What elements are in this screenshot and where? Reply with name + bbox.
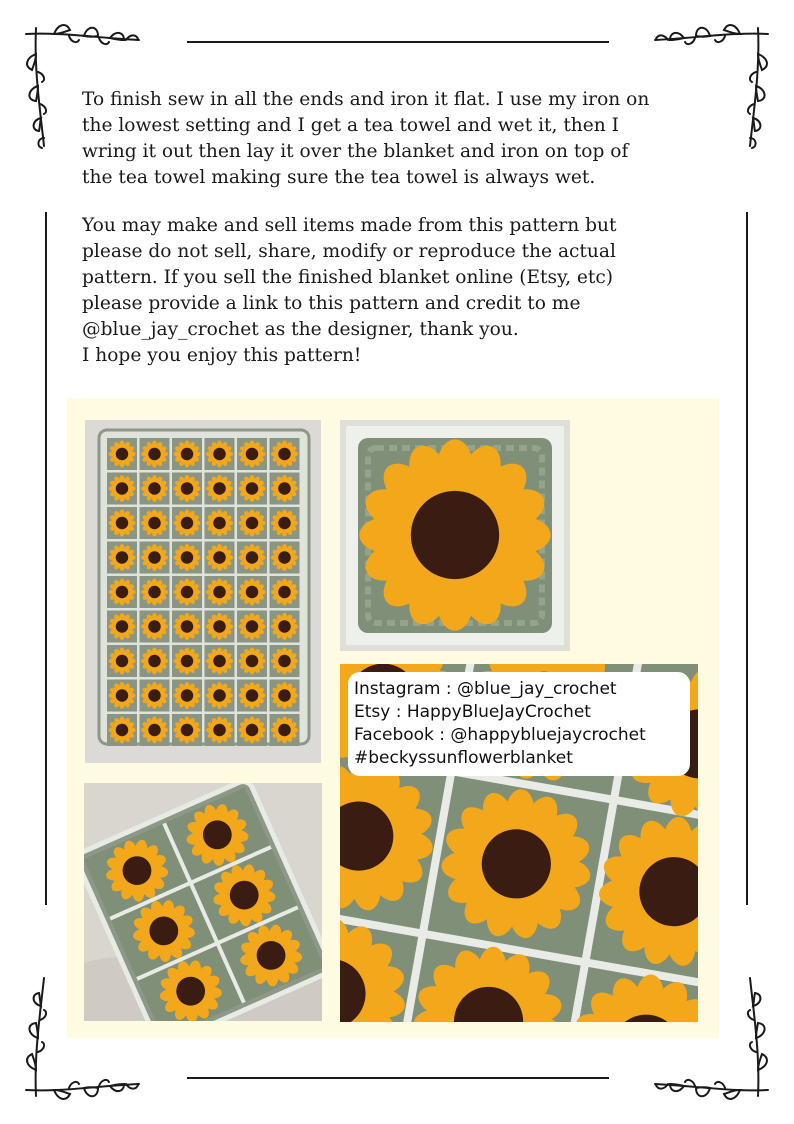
facebook-handle[interactable]: Facebook : @happybluejaycrochet — [354, 725, 646, 745]
hashtag: #beckyssunflowerblanket — [354, 748, 573, 768]
photo-folded-blanket — [84, 783, 322, 1021]
photo-single-square — [340, 420, 570, 651]
instagram-handle[interactable]: Instagram : @blue_jay_crochet — [354, 679, 617, 699]
sunflower-motif — [359, 439, 550, 630]
photo-full-blanket — [85, 420, 321, 763]
etsy-shop[interactable]: Etsy : HappyBlueJayCrochet — [354, 702, 591, 722]
left-border-line — [45, 212, 47, 905]
bottom-divider — [187, 1077, 609, 1079]
top-divider — [187, 41, 609, 43]
right-border-line — [746, 212, 748, 905]
finishing-instructions: To finish sew in all the ends and iron it flat. I use my iron on the lowest setting and I get a tea towel and wet it, then I wring it out then lay it over the blanket and iron on top of the tea towel making sure the tea towel is always wet. — [82, 89, 650, 188]
social-links-box — [348, 672, 690, 776]
usage-terms: You may make and sell items made from this pattern but please do not sell, share, modify or reproduce the actual pattern. If you sell the finished blanket online (Etsy, etc) please provide a link to this pattern and credit to me @blue_jay_crochet as the designer, thank you. I hope you enjoy this pattern! — [82, 215, 617, 366]
